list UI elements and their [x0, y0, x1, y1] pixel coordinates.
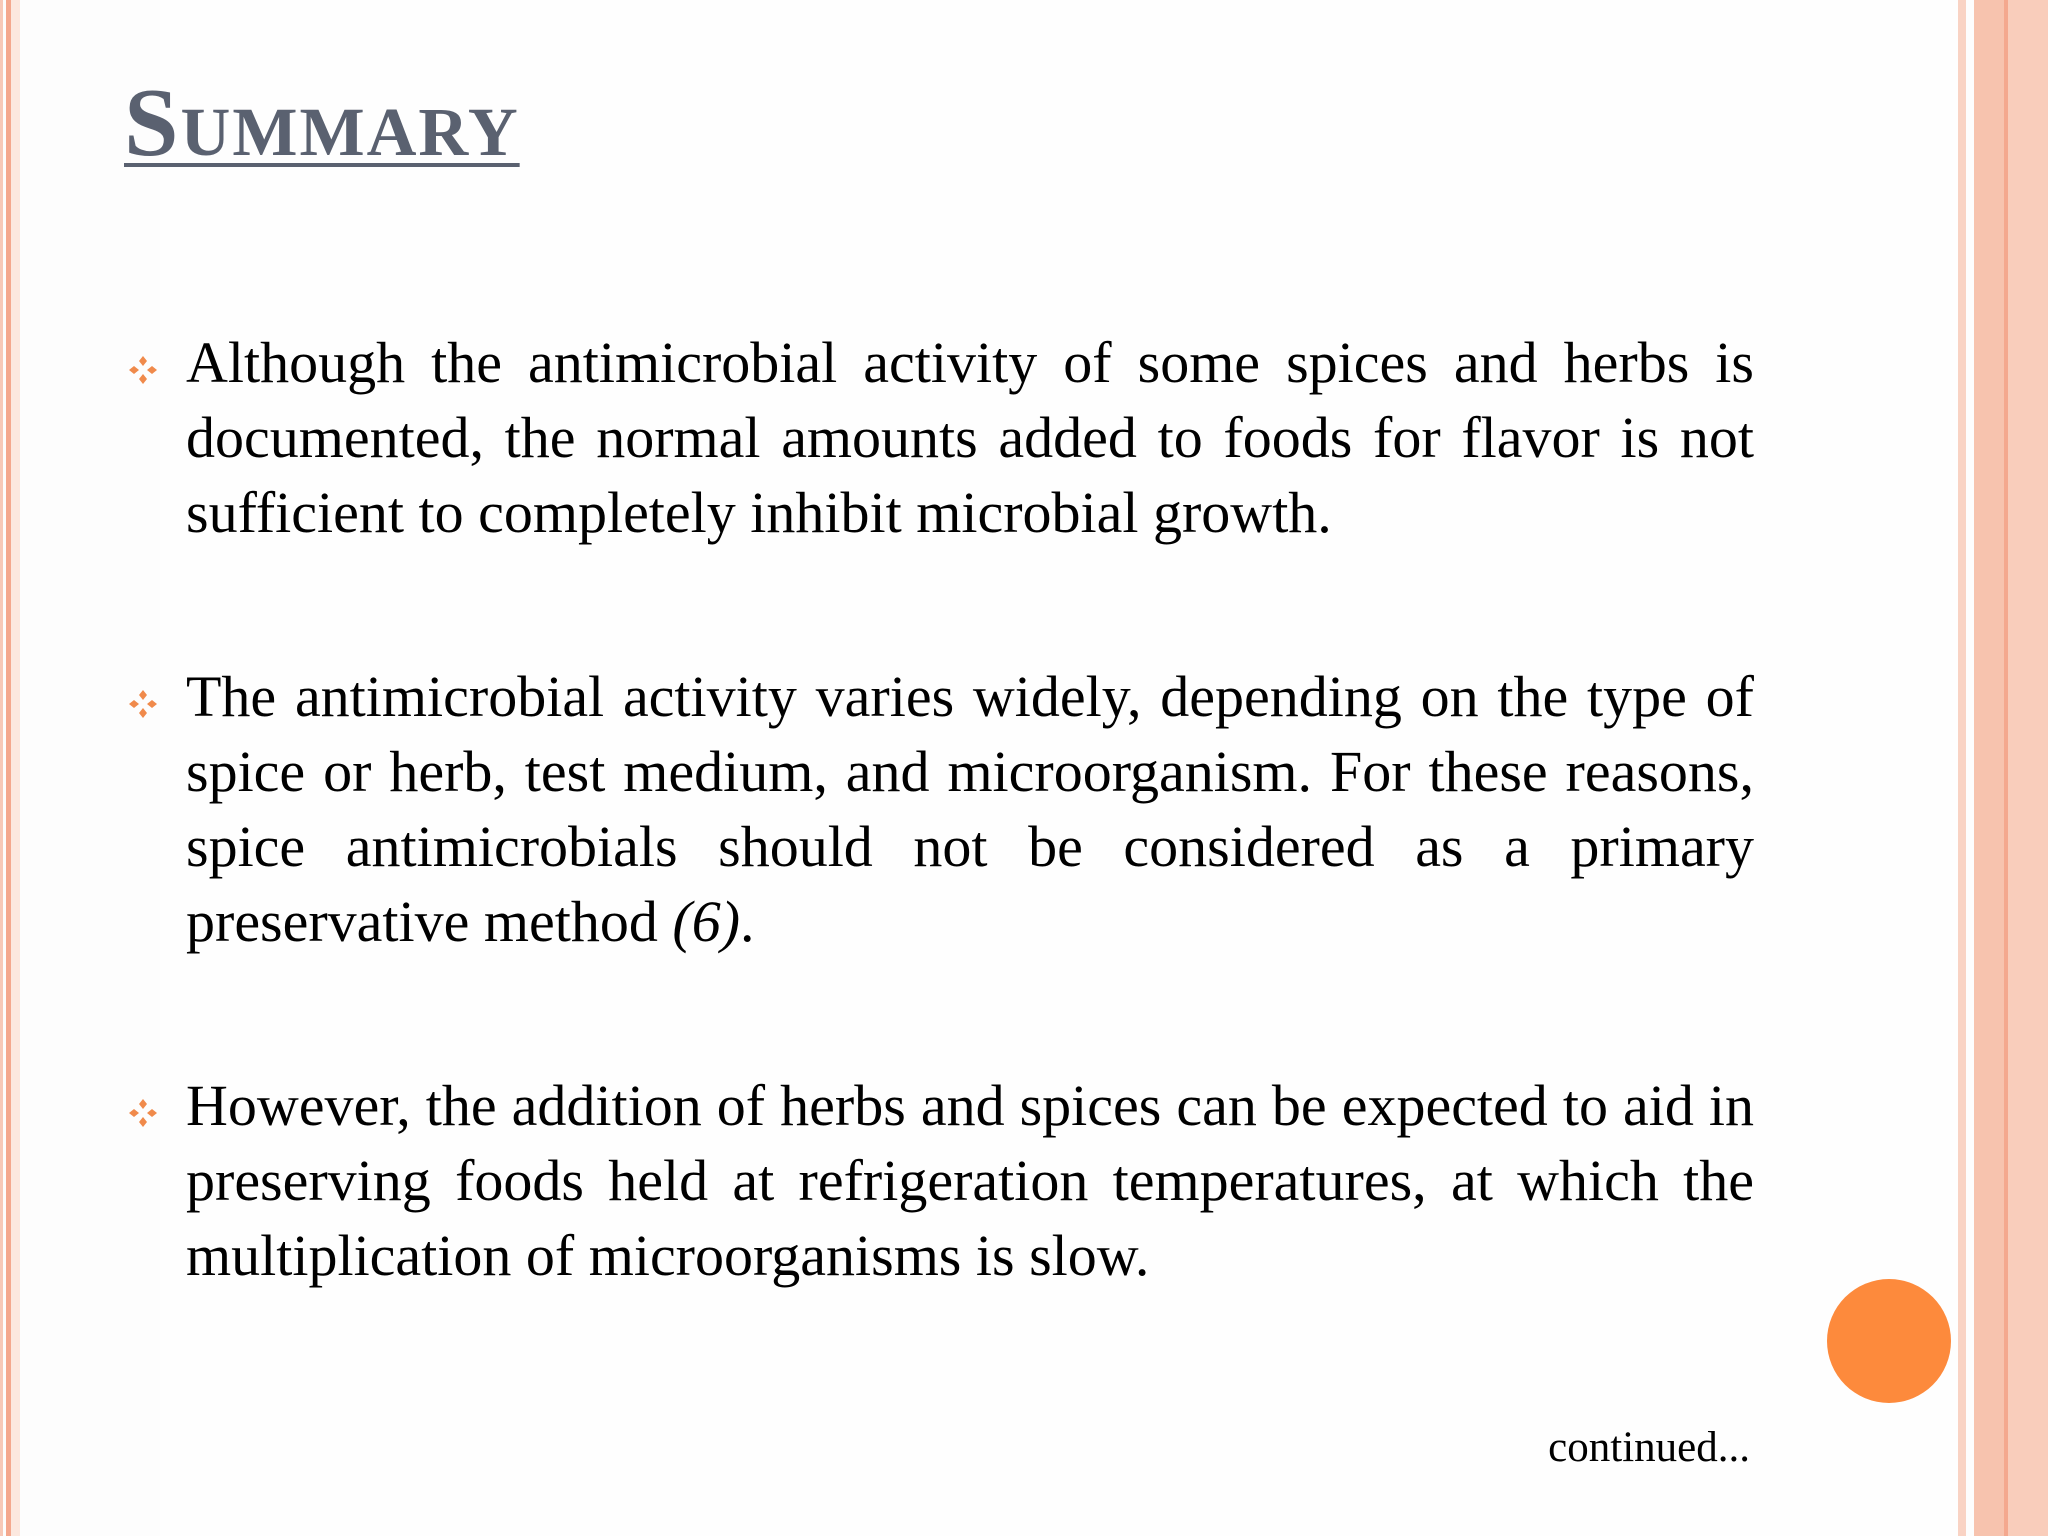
- bullet-text: Although the antimicrobial activity of some spices and herbs is documented, the normal amounts added to foods for flavor is not sufficient to completely inhibit microbial growth.: [186, 330, 1754, 545]
- bullet-text-suffix: .: [740, 889, 755, 954]
- bullet-item: [124, 325, 1754, 550]
- bullet-text: However, the addition of herbs and spices can be expected to aid in preserving foods held at refrigeration temperatures, at which the multiplication of microorganisms is slow.: [186, 1073, 1754, 1288]
- four-diamond-bullet-icon: [126, 687, 160, 721]
- bullet-text: The antimicrobial activity varies widely, depending on the type of spice or herb, test medium, and microorganism. For these reasons, spice antimicrobials should not be considered as a primary preservative method: [186, 664, 1754, 954]
- citation: (6): [672, 889, 741, 954]
- orange-circle-decoration: [1827, 1279, 1951, 1403]
- four-diamond-bullet-icon: [126, 1096, 160, 1130]
- left-decorative-border: [0, 0, 20, 1536]
- bullet-list: [124, 325, 1754, 1293]
- bullet-item: [124, 659, 1754, 959]
- slide-title: Summary: [124, 69, 520, 177]
- right-decorative-border: [1958, 0, 2048, 1536]
- bullet-item: [124, 1068, 1754, 1293]
- continued-note: continued...: [1548, 1424, 1750, 1471]
- four-diamond-bullet-icon: [126, 353, 160, 387]
